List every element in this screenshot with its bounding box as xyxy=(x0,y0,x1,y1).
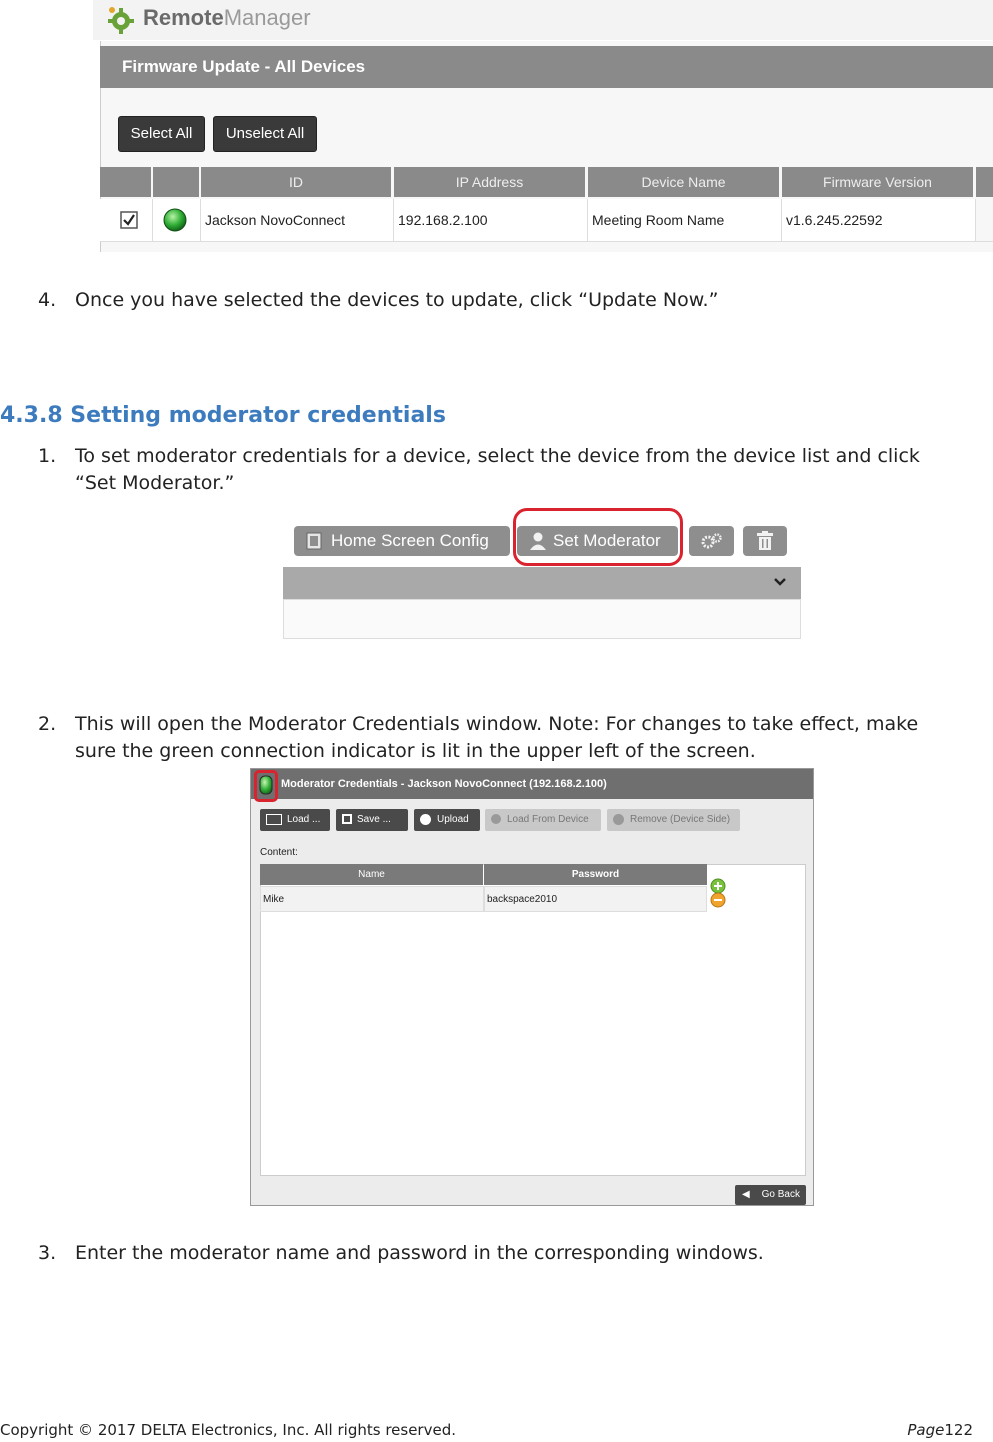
gears-icon xyxy=(701,532,723,550)
step-1-number: 1. xyxy=(38,445,57,467)
upload-label: Upload xyxy=(437,814,469,825)
device-list-header xyxy=(283,567,801,599)
arrow-left-icon: ◀ xyxy=(742,1189,750,1200)
row-divider xyxy=(100,241,993,242)
page-label: Page xyxy=(907,1421,945,1439)
column-header-status xyxy=(153,167,199,197)
step-2-line-1: This will open the Moderator Credentials window. Note: For changes to take effect, make xyxy=(75,713,919,735)
set-moderator-toolbar-screenshot xyxy=(283,517,801,639)
go-back-label: Go Back xyxy=(761,1189,800,1200)
user-icon xyxy=(491,814,501,824)
row-checkbox-cell[interactable] xyxy=(100,199,153,241)
indicator-highlight-ring xyxy=(254,770,278,802)
floppy-disk-icon xyxy=(342,814,352,824)
column-header-ip[interactable]: IP Address xyxy=(394,167,585,197)
home-screen-config-button[interactable] xyxy=(294,526,510,556)
upload-button[interactable] xyxy=(414,809,480,831)
upload-icon xyxy=(420,814,431,825)
trash-icon xyxy=(756,531,774,551)
app-name-light: Manager xyxy=(223,5,311,30)
step-1-line-2: “Set Moderator.” xyxy=(75,472,235,494)
checkbox-checked-icon[interactable] xyxy=(120,211,138,229)
column-header-extra xyxy=(976,167,993,197)
moderator-credentials-screenshot xyxy=(250,768,814,1206)
step-4-text: Once you have selected the devices to update, click “Update Now.” xyxy=(75,289,719,311)
firmware-update-screenshot xyxy=(93,0,993,252)
save-label: Save ... xyxy=(357,814,391,825)
window-title: Moderator Credentials - Jackson NovoConnect (192.168.2.100) xyxy=(251,769,813,799)
section-heading: 4.3.8 Setting moderator credentials xyxy=(0,403,446,428)
step-4-number: 4. xyxy=(38,289,57,311)
folder-open-icon xyxy=(266,814,282,825)
load-from-device-label: Load From Device xyxy=(507,814,589,825)
load-button[interactable] xyxy=(260,809,330,831)
unselect-all-button[interactable]: Unselect All xyxy=(213,116,317,152)
green-status-led-icon xyxy=(163,208,187,232)
load-from-device-button[interactable] xyxy=(485,809,601,831)
row-id-cell: Jackson NovoConnect xyxy=(201,199,394,241)
row-ip-cell: 192.168.2.100 xyxy=(394,199,588,241)
panel-title: Firmware Update - All Devices xyxy=(100,46,993,88)
set-moderator-label: Set Moderator xyxy=(553,531,661,550)
chevron-down-icon[interactable] xyxy=(774,577,786,587)
column-header-firmware[interactable]: Firmware Version xyxy=(782,167,973,197)
highlight-ring xyxy=(513,508,683,566)
footer-page xyxy=(907,1421,973,1439)
password-column-header: Password xyxy=(484,864,707,885)
remove-row-icon[interactable] xyxy=(710,892,726,908)
go-back-button[interactable] xyxy=(735,1185,806,1205)
remove-device-side-button[interactable] xyxy=(607,809,740,831)
settings-button[interactable] xyxy=(689,526,734,556)
step-1-line-1: To set moderator credentials for a device, select the device from the device list and click xyxy=(75,445,920,467)
app-name-bold: Remote xyxy=(143,5,224,30)
delete-button[interactable] xyxy=(743,526,787,556)
step-2-line-2: sure the green connection indicator is lit in the upper left of the screen. xyxy=(75,740,756,762)
home-screen-config-label: Home Screen Config xyxy=(331,531,489,550)
step-2-number: 2. xyxy=(38,713,57,735)
load-label: Load ... xyxy=(287,814,321,825)
column-header-checkbox xyxy=(100,167,151,197)
row-status-cell xyxy=(153,199,201,241)
content-label: Content: xyxy=(260,847,298,858)
gear-logo-icon xyxy=(105,4,137,36)
row-device-name-cell: Meeting Room Name xyxy=(588,199,782,241)
remove-icon xyxy=(613,814,624,825)
name-cell[interactable]: Mike xyxy=(260,886,484,912)
app-logo-text xyxy=(143,5,311,31)
device-list-row[interactable] xyxy=(283,599,801,639)
row-firmware-cell: v1.6.245.22592 xyxy=(782,199,976,241)
step-3-text: Enter the moderator name and password in the corresponding windows. xyxy=(75,1242,764,1264)
home-screen-config-icon xyxy=(305,532,323,550)
footer-copyright: Copyright © 2017 DELTA Electronics, Inc. All rights reserved. xyxy=(0,1421,456,1439)
select-all-button[interactable]: Select All xyxy=(118,116,205,152)
remove-label: Remove (Device Side) xyxy=(630,814,731,825)
column-header-device-name[interactable]: Device Name xyxy=(588,167,779,197)
name-column-header: Name xyxy=(260,864,483,885)
page-number: 122 xyxy=(944,1421,973,1439)
password-cell[interactable]: backspace2010 xyxy=(484,886,707,912)
save-button[interactable] xyxy=(336,809,408,831)
column-header-id[interactable]: ID xyxy=(201,167,391,197)
step-3-number: 3. xyxy=(38,1242,57,1264)
